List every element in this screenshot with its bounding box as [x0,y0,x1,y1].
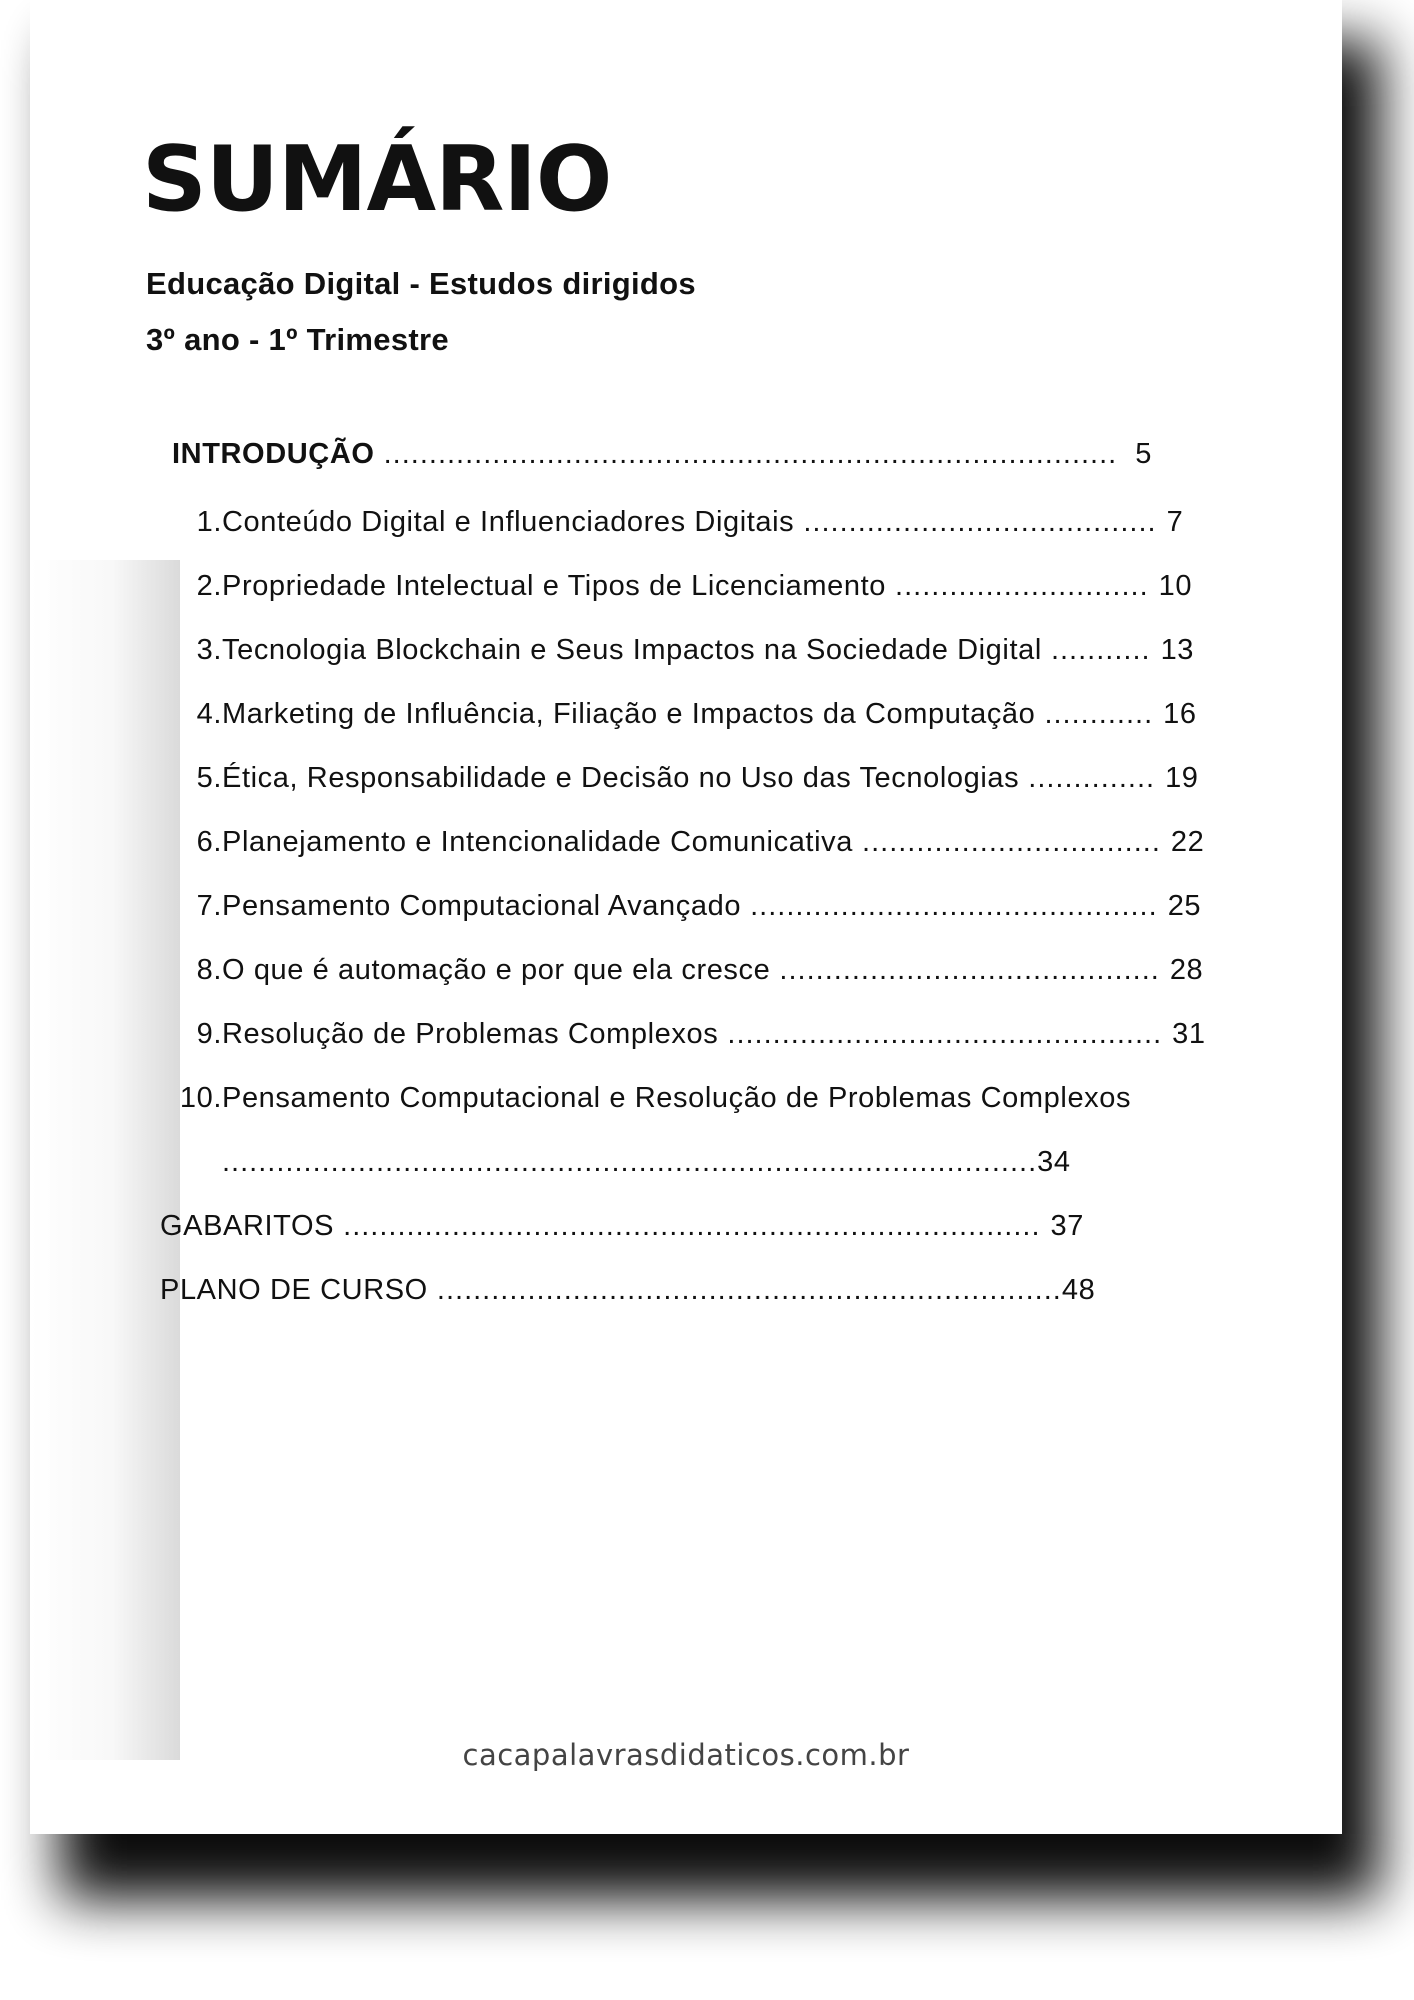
toc-entry-label: Marketing de Influência, Filiação e Impactos da Computação [222,698,1036,730]
footer-website: cacapalavrasdidaticos.com.br [462,1738,910,1772]
toc-entry-page: 19 [1165,762,1199,794]
toc-entry-number: 7. [196,890,222,922]
document-page [30,0,1342,1834]
toc-entry-dots: ............................ [885,570,1149,602]
subtitle-course: Educação Digital - Estudos dirigidos [146,266,696,301]
page-fold-shadow [30,560,180,1760]
toc-entry-number: 8. [196,954,222,986]
toc-entry-dots: ................................................................................. [374,438,1118,470]
toc-entry-label: GABARITOS [160,1210,335,1242]
toc-entry-10[interactable] [160,1084,1131,1113]
toc-entry-page: 28 [1169,954,1204,986]
toc-entry-page: 48 [1061,1274,1096,1306]
toc-entry-label: INTRODUÇÃO [172,438,375,470]
toc-entry-page: 16 [1163,698,1197,730]
subtitle-grade: 3º ano - 1º Trimestre [146,322,449,357]
toc-entry-2[interactable] [178,572,1192,601]
toc-entry-dots: ............................................. [741,890,1158,922]
toc-entry-dots: ....................................... [794,506,1157,538]
toc-entry-number: 1. [196,506,222,538]
toc-entry-5[interactable] [178,764,1199,793]
toc-entry-label: Conteúdo Digital e Influenciadores Digitais [222,506,795,538]
toc-entry-label: Ética, Responsabilidade e Decisão no Uso das Tecnologias [222,762,1020,794]
toc-entry-number: 9. [196,1018,222,1050]
toc-entry-number: 3. [196,634,222,666]
toc-entry-dots: .......................................... [770,954,1160,986]
toc-entry-dots: ..................................................................... [427,1274,1062,1306]
toc-entry-plano-de-curso[interactable] [160,1276,1095,1305]
toc-entry-1[interactable] [178,508,1183,537]
toc-entry-number: 4. [196,698,222,730]
toc-entry-page: 7 [1166,506,1184,538]
toc-entry-page: 25 [1167,890,1202,922]
toc-entry-page: 34 [1037,1146,1071,1178]
toc-entry-dots: ........... [1041,634,1151,666]
toc-entry-10-continuation[interactable] [222,1148,1071,1177]
toc-entry-9[interactable] [178,1020,1206,1049]
toc-entry-label: Pensamento Computacional Avançado [222,890,742,922]
toc-entry-number: 10. [179,1082,222,1114]
toc-entry-label: PLANO DE CURSO [160,1274,428,1306]
toc-entry-label: Pensamento Computacional e Resolução de Problemas Complexos [222,1082,1132,1114]
toc-entry-page: 5 [1135,438,1152,470]
toc-entry-label: Resolução de Problemas Complexos [222,1018,719,1050]
toc-entry-page: 37 [1050,1210,1085,1242]
toc-entry-4[interactable] [178,700,1197,729]
toc-entry-label: Planejamento e Intencionalidade Comunicativa [222,826,853,858]
toc-entry-gabaritos[interactable] [160,1212,1084,1241]
toc-entry-6[interactable] [178,828,1204,857]
toc-entry-dots: ............................................................................. [334,1210,1041,1242]
toc-entry-dots: ................................. [852,826,1161,858]
toc-entry-3[interactable] [178,636,1194,665]
toc-entry-page: 13 [1160,634,1195,666]
toc-entry-dots: ................................................ [718,1018,1163,1050]
toc-entry-label: O que é automação e por que ela cresce [222,954,771,986]
toc-entry-8[interactable] [178,956,1203,985]
toc-entry-number: 5. [196,762,222,794]
toc-entry-label: Propriedade Intelectual e Tipos de Licenciamento [222,570,886,602]
toc-entry-page: 22 [1170,826,1205,858]
toc-entry-label: Tecnologia Blockchain e Seus Impactos na Sociedade Digital [222,634,1042,666]
toc-entry-dots: .......................................................................................... [222,1146,1038,1178]
page-title: SUMÁRIO [142,127,612,232]
toc-entry-7[interactable] [178,892,1201,921]
toc-entry-dots: .............. [1019,762,1156,794]
toc-entry-page: 10 [1158,570,1193,602]
toc-entry-number: 2. [196,570,222,602]
toc-entry-number: 6. [196,826,222,858]
toc-entry-introducao[interactable] [172,440,1152,469]
toc-entry-page: 31 [1172,1018,1206,1050]
toc-entry-dots: ............ [1035,698,1154,730]
